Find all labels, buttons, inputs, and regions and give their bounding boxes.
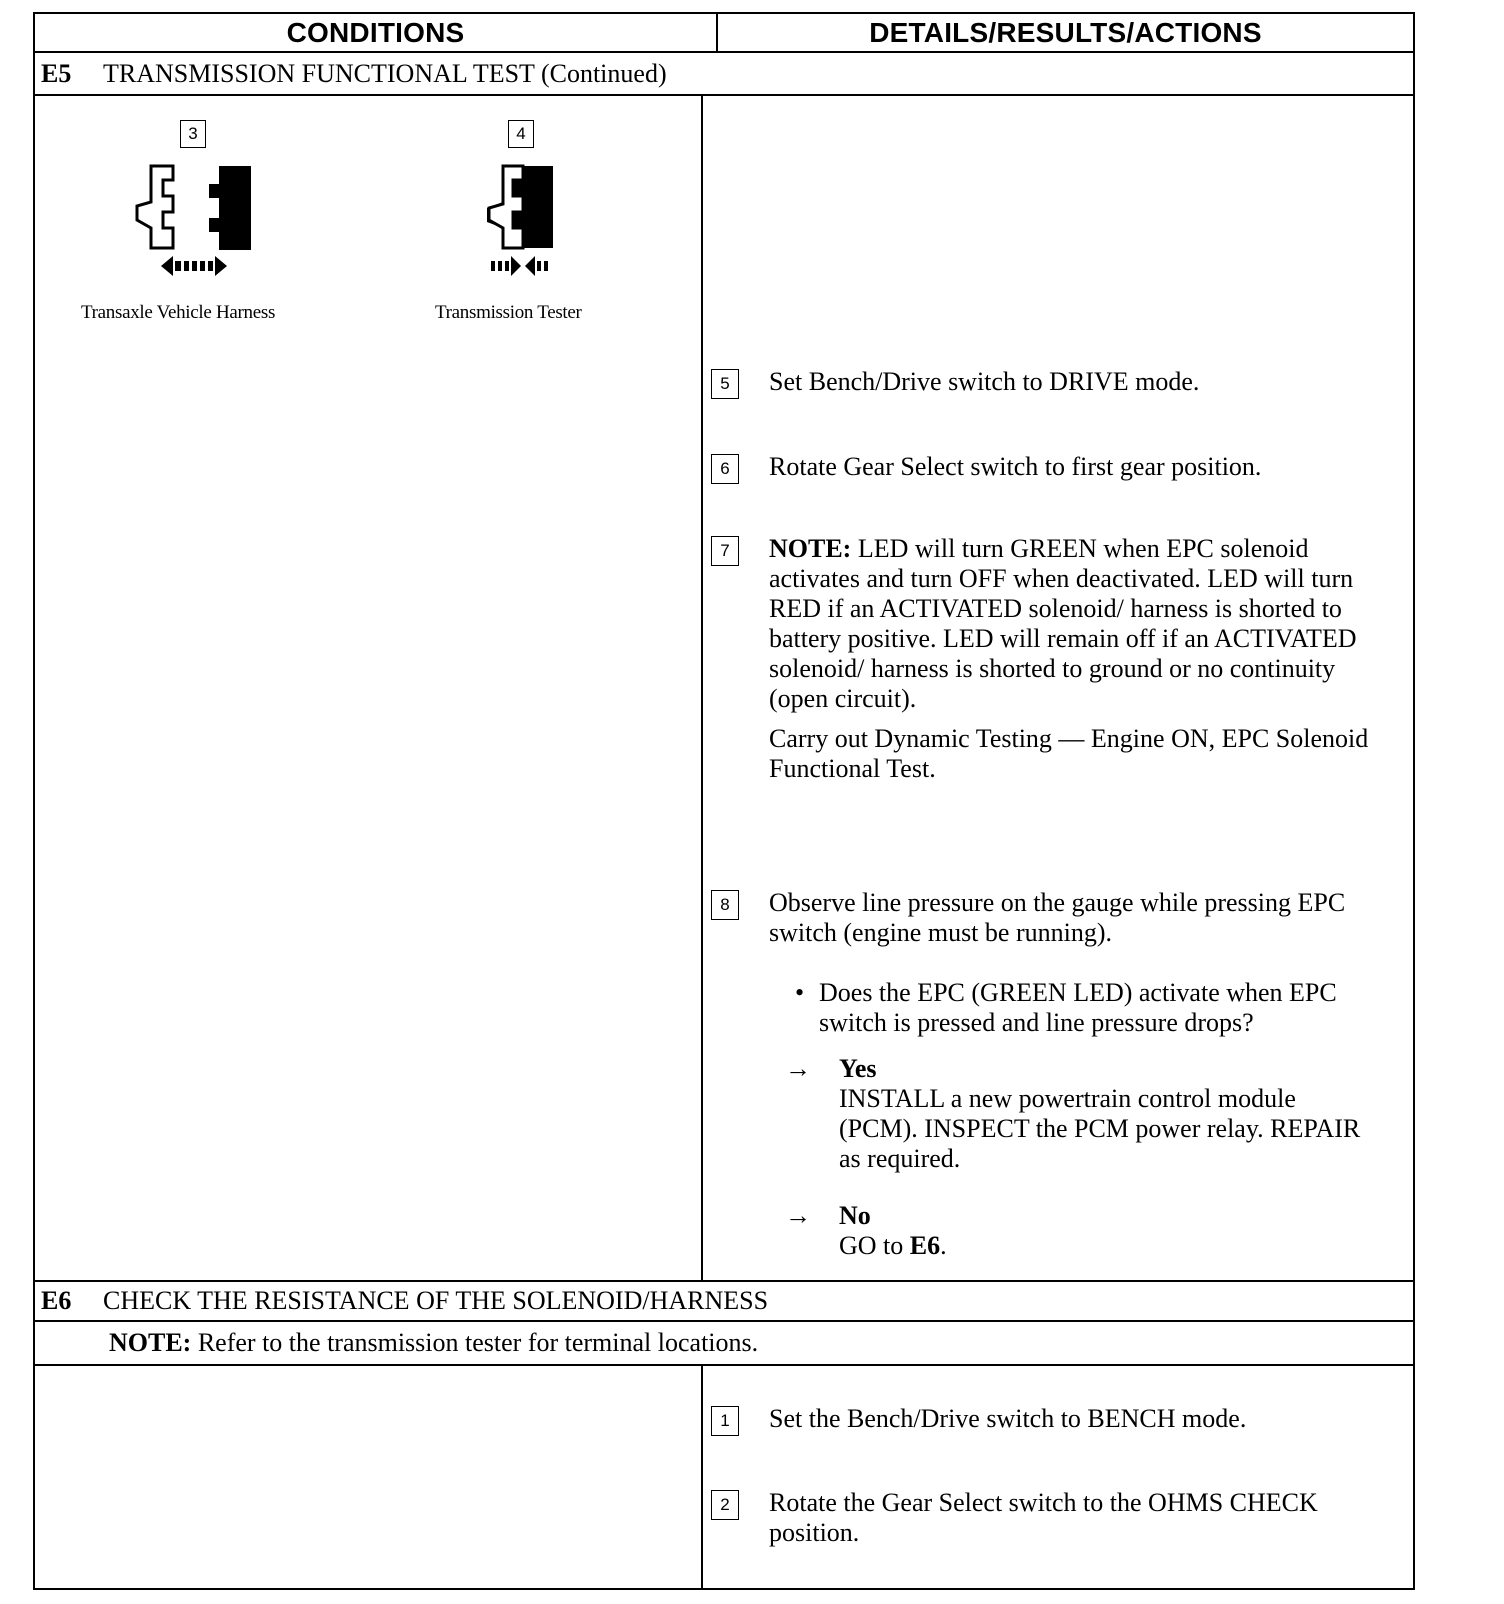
connector-disconnect-icon bbox=[127, 162, 267, 288]
note-label: NOTE: bbox=[109, 1328, 192, 1357]
figure-4-callout: 4 bbox=[508, 120, 534, 148]
note-label: NOTE: bbox=[769, 534, 852, 563]
yes-text: INSTALL a new powertrain control module (PCM). INSPECT the PCM power relay. REPAIR as required. bbox=[839, 1084, 1361, 1173]
note-text: Refer to the transmission tester for terminal locations. bbox=[191, 1328, 759, 1357]
yes-branch bbox=[839, 1054, 1379, 1174]
no-branch bbox=[839, 1201, 1379, 1261]
step-number: 1 bbox=[711, 1406, 739, 1436]
step-text: Set Bench/Drive switch to DRIVE mode. bbox=[769, 367, 1200, 396]
no-target-link: E6 bbox=[909, 1231, 941, 1260]
e6-section-title bbox=[35, 1282, 1413, 1320]
no-label: No bbox=[839, 1201, 871, 1230]
arrow-icon: → bbox=[785, 1054, 811, 1083]
e6-note-row bbox=[35, 1322, 1413, 1364]
yes-label: Yes bbox=[839, 1054, 877, 1083]
figure-3-caption: Transaxle Vehicle Harness bbox=[81, 302, 276, 323]
step-number: 5 bbox=[711, 369, 739, 399]
e6-note bbox=[109, 1328, 758, 1358]
details-header: DETAILS/RESULTS/ACTIONS bbox=[869, 16, 1262, 48]
arrow-icon: → bbox=[785, 1201, 811, 1230]
question-text: Does the EPC (GREEN LED) activate when EPC switch is pressed and line pressure drops? bbox=[819, 978, 1337, 1037]
step-number: 6 bbox=[711, 454, 739, 484]
figure-3-callout: 3 bbox=[180, 120, 206, 148]
divider bbox=[35, 1364, 1413, 1366]
e6-title: CHECK THE RESISTANCE OF THE SOLENOID/HARNESS bbox=[103, 1286, 769, 1315]
step-text: Rotate Gear Select switch to first gear position. bbox=[769, 452, 1262, 481]
step-number: 2 bbox=[711, 1490, 739, 1520]
conditions-header: CONDITIONS bbox=[35, 14, 718, 51]
step-text: Carry out Dynamic Testing — Engine ON, EPC Solenoid Functional Test. bbox=[769, 724, 1369, 783]
service-procedure-table bbox=[33, 12, 1415, 1590]
figure-4-caption: Transmission Tester bbox=[435, 302, 582, 323]
e5-title: TRANSMISSION FUNCTIONAL TEST (Continued) bbox=[103, 58, 667, 88]
step-number: 8 bbox=[711, 890, 739, 920]
note-text: LED will turn GREEN when EPC solenoid activates and turn OFF when deactivated. LED will turn RED if an ACTIVATED solenoid/ harness is shorted to battery positive. LED will remain off if an ACTIVATED solenoid/ harness is shorted to ground or no continuity (open circuit). bbox=[769, 534, 1357, 713]
bullet: • bbox=[795, 978, 805, 1007]
step-text: Observe line pressure on the gauge while pressing EPC switch (engine must be running). bbox=[769, 888, 1346, 947]
e5-section-title bbox=[35, 53, 1413, 94]
e6-code: E6 bbox=[41, 1286, 72, 1315]
step-text: Set the Bench/Drive switch to BENCH mode. bbox=[769, 1404, 1247, 1433]
no-prefix: GO to bbox=[839, 1231, 910, 1260]
step-text: Rotate the Gear Select switch to the OHMS CHECK position. bbox=[769, 1488, 1318, 1547]
no-text bbox=[839, 1231, 1379, 1261]
step-number: 7 bbox=[711, 536, 739, 566]
column-divider bbox=[701, 96, 703, 1281]
divider bbox=[35, 94, 1413, 96]
no-suffix: . bbox=[940, 1231, 947, 1260]
e5-code: E5 bbox=[41, 58, 72, 88]
column-divider bbox=[701, 1366, 703, 1588]
step-note bbox=[769, 534, 1379, 714]
connector-connect-icon bbox=[463, 162, 573, 288]
